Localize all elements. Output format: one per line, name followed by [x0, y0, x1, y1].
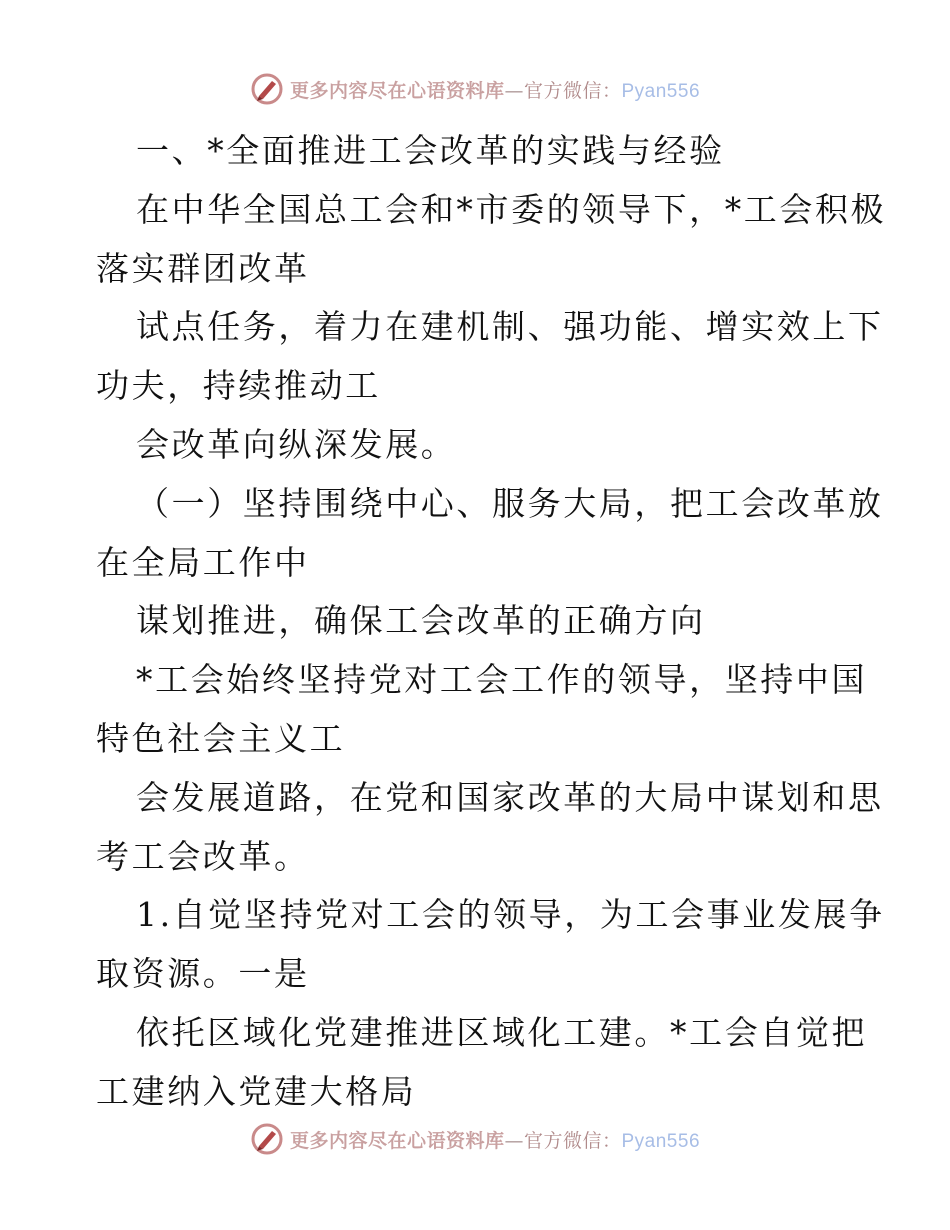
- text-line: 考工会改革。: [96, 836, 310, 876]
- text-line: 谋划推进，确保工会改革的正确方向: [136, 601, 706, 641]
- text-line: 在中华全国总工会和*市委的领导下，*工会积极: [136, 189, 887, 229]
- text-line: 依托区域化党建推进区域化工建。*工会自觉把: [136, 1012, 868, 1052]
- text-line: 1.自觉坚持党对工会的领导，为工会事业发展争: [136, 895, 885, 935]
- text-line: 会发展道路，在党和国家改革的大局中谋划和思: [136, 777, 884, 817]
- pen-logo-icon: [250, 72, 284, 106]
- text-line: 在全局工作中: [96, 542, 310, 582]
- text-line: （一）坚持围绕中心、服务大局，把工会改革放: [136, 483, 884, 523]
- text-line: 一、*全面推进工会改革的实践与经验: [136, 131, 725, 170]
- text-line: 取资源。一是: [96, 954, 310, 994]
- watermark-text: 更多内容尽在心语资料库—官方微信：Pyan556: [289, 1129, 701, 1152]
- text-line: 会改革向纵深发展。: [136, 424, 457, 464]
- footer-watermark: [0, 1122, 950, 1156]
- watermark-text: 更多内容尽在心语资料库—官方微信：Pyan556: [289, 79, 701, 102]
- header-watermark: [0, 72, 950, 106]
- document-body: [96, 122, 887, 1122]
- text-line: 特色社会主义工: [96, 718, 346, 758]
- text-line: 落实群团改革: [96, 248, 310, 288]
- text-line: 工建纳入党建大格局: [96, 1071, 417, 1111]
- text-line: 试点任务，着力在建机制、强功能、增实效上下: [136, 307, 884, 347]
- text-line: 功夫，持续推动工: [96, 366, 381, 406]
- pen-logo-icon: [250, 1122, 284, 1156]
- text-line: *工会始终坚持党对工会工作的领导，坚持中国: [136, 660, 868, 700]
